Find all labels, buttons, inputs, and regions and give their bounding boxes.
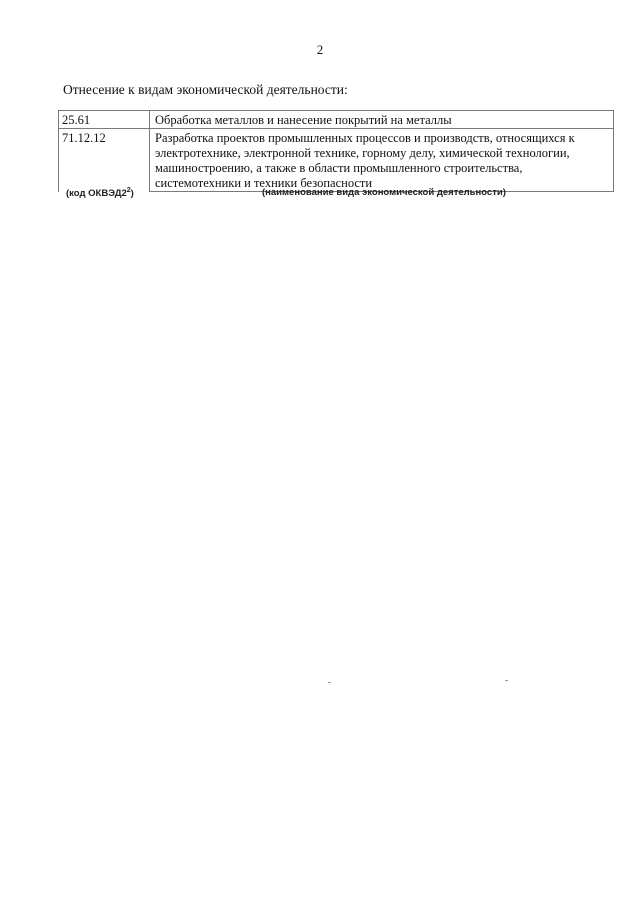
scan-speck [328, 682, 331, 683]
caption-okved-code [66, 187, 134, 199]
scan-speck [505, 680, 508, 681]
activity-name: Разработка проектов промышленных процессов и производств, относящихся к электротехнике, электронной технике, горному делу, химической технологии, машиностроению, а также в области промышленного строительства, системотехники и техники безопасности [150, 129, 614, 192]
table-row [59, 129, 614, 192]
table-row [59, 111, 614, 129]
okved-table [58, 110, 614, 192]
section-heading: Отнесение к видам экономической деятельности: [63, 82, 348, 97]
okved-code: 25.61 [59, 111, 150, 129]
page-number: 2 [316, 42, 324, 57]
footnote-marker: 2 [126, 187, 131, 194]
okved-code: 71.12.12 [59, 129, 150, 192]
caption-activity-name: (наименование вида экономической деятельности) [262, 187, 506, 198]
caption-okved-code-text: (код ОКВЭД2 [66, 188, 127, 200]
caption-okved-code-close: ) [130, 188, 134, 200]
activity-name: Обработка металлов и нанесение покрытий на металлы [150, 111, 614, 129]
